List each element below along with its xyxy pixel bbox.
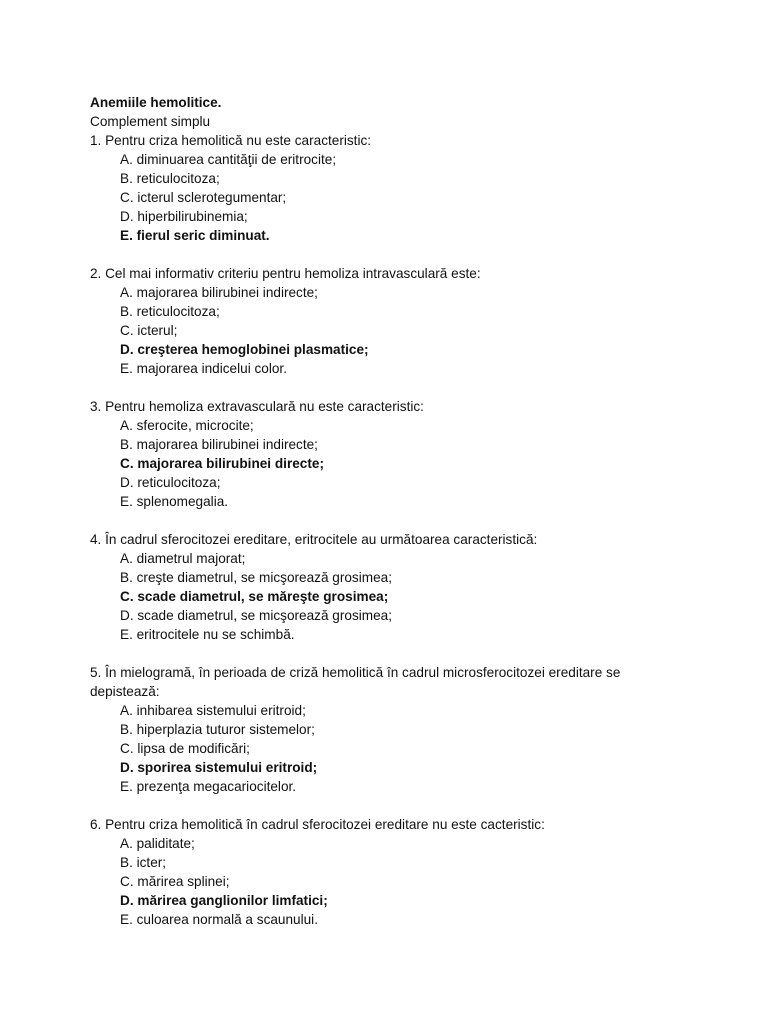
- question-block: [90, 530, 690, 644]
- answer-option: B. majorarea bilirubinei indirecte;: [120, 437, 318, 452]
- answer-option: A. paliditate;: [120, 836, 195, 851]
- answer-option: C. lipsa de modificări;: [120, 741, 250, 756]
- answer-option: D. scade diametrul, se micşorează grosimea;: [120, 608, 392, 623]
- answer-option: A. diminuarea cantităţii de eritrocite;: [120, 152, 337, 167]
- question-text: 3. Pentru hemoliza extravasculară nu este caracteristic:: [90, 399, 424, 414]
- spacer: [90, 511, 690, 530]
- answer-option: B. icter;: [120, 855, 167, 870]
- answer-option: C. icterul;: [120, 323, 178, 338]
- answer-option: B. reticulocitoza;: [120, 171, 220, 186]
- answer-option: A. sferocite, microcite;: [120, 418, 254, 433]
- answer-option: E. prezenţa megacariocitelor.: [120, 779, 297, 794]
- spacer: [90, 796, 690, 815]
- answer-option: E. splenomegalia.: [120, 494, 229, 509]
- answer-option: A. diametrul majorat;: [120, 551, 246, 566]
- spacer: [90, 245, 690, 264]
- question-block: [90, 815, 690, 929]
- answer-option: E. majorarea indicelui color.: [120, 361, 287, 376]
- spacer: [90, 378, 690, 397]
- answer-option: B. reticulocitoza;: [120, 304, 220, 319]
- question-text: 1. Pentru criza hemolitică nu este caracteristic:: [90, 133, 372, 148]
- question-text: 4. În cadrul sferocitozei ereditare, eritrocitele au următoarea caracteristică:: [90, 532, 538, 547]
- answer-option: A. inhibarea sistemului eritroid;: [120, 703, 306, 718]
- answer-option: E. eritrocitele nu se schimbă.: [120, 627, 295, 642]
- question-block: [90, 663, 690, 796]
- document-content: [90, 93, 690, 929]
- correct-answer-option: D. creşterea hemoglobinei plasmatice;: [120, 342, 369, 357]
- answer-option: D. hiperbilirubinemia;: [120, 209, 248, 224]
- question-block: [90, 397, 690, 511]
- answer-option: E. culoarea normală a scaunului.: [120, 912, 318, 927]
- answer-option: B. hiperplazia tuturor sistemelor;: [120, 722, 315, 737]
- question-text: 5. În mielogramă, în perioada de criză hemolitică în cadrul microsferocitozei ereditare se depistează:: [90, 665, 621, 699]
- spacer: [90, 644, 690, 663]
- question-block: [90, 264, 690, 378]
- correct-answer-option: C. majorarea bilirubinei directe;: [120, 456, 324, 471]
- correct-answer-option: E. fierul seric diminuat.: [120, 228, 270, 243]
- correct-answer-option: C. scade diametrul, se măreşte grosimea;: [120, 589, 389, 604]
- answer-option: A. majorarea bilirubinei indirecte;: [120, 285, 318, 300]
- answer-option: D. reticulocitoza;: [120, 475, 221, 490]
- question-block: [90, 131, 690, 245]
- question-text: 2. Cel mai informativ criteriu pentru hemoliza intravasculară este:: [90, 266, 481, 281]
- document-title: Anemiile hemolitice.: [90, 95, 222, 110]
- correct-answer-option: D. mărirea ganglionilor limfatici;: [120, 893, 328, 908]
- answer-option: B. creşte diametrul, se micşorează grosimea;: [120, 570, 392, 585]
- document-subtitle: Complement simplu: [90, 114, 211, 129]
- question-text: 6. Pentru criza hemolitică în cadrul sferocitozei ereditare nu este cacteristic:: [90, 817, 545, 832]
- correct-answer-option: D. sporirea sistemului eritroid;: [120, 760, 318, 775]
- answer-option: C. icterul sclerotegumentar;: [120, 190, 287, 205]
- answer-option: C. mărirea splinei;: [120, 874, 230, 889]
